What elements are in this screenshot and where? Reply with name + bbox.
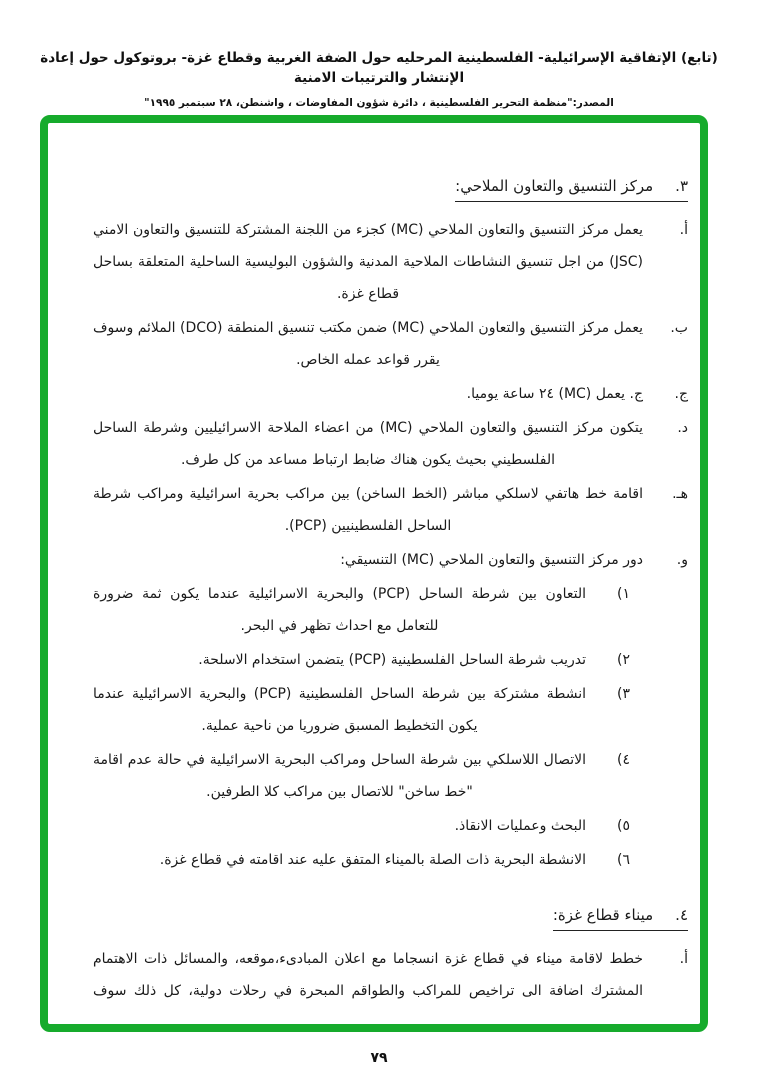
section-4-number: ٤. bbox=[675, 906, 688, 924]
section-3-title: مركز التنسيق والتعاون الملاحي: bbox=[455, 177, 654, 195]
subclause-3-f-1-marker: ١) bbox=[617, 586, 630, 602]
document-title: (تابع) الإتفاقية الإسرائيلية- الفلسطينية المرحليه حول الضفة الغربية وقطاع غزة- بروتوكول حول إعادة الإنتشار والترتيبات الامنية bbox=[40, 50, 718, 86]
clause-3-f-text: دور مركز التنسيق والتعاون الملاحي (MC) التنسيقي: bbox=[340, 552, 643, 568]
green-border-frame bbox=[40, 115, 708, 1032]
subclause-3-f-4-text: الاتصال اللاسلكي بين شرطة الساحل ومراكب البحرية الاسرائيلية في حالة عدم اقامة "خط ساخن" للاتصال بين مراكب كلا الطرفين. bbox=[93, 752, 586, 800]
subclause-3-f-4 bbox=[93, 744, 690, 808]
clause-4-a-text: خطط لاقامة ميناء في قطاع غزة انسجاما مع اعلان المبادىء،موقعه، والمسائل ذات الاهتمام المشترك اضافة الى تراخيص للمراكب والطواقم المبحرة في رحلات دولية، كل ذلك سوف bbox=[93, 951, 643, 999]
clause-3-c-marker: ج. bbox=[674, 386, 688, 402]
section-4-title: ميناء قطاع غزة: bbox=[552, 906, 654, 924]
clause-3-e bbox=[93, 478, 690, 542]
subclause-3-f-2-marker: ٢) bbox=[617, 652, 630, 668]
section-3-heading-underline bbox=[455, 173, 688, 202]
section-4-heading-underline bbox=[553, 902, 688, 931]
clause-3-b-text: يعمل مركز التنسيق والتعاون الملاحي (MC) ضمن مكتب تنسيق المنطقة (DCO) الملائم وسوف يقرر قواعد عمله الخاص. bbox=[93, 320, 643, 368]
clause-4-a-marker: أ. bbox=[679, 951, 688, 967]
clause-3-f-marker: و. bbox=[676, 552, 688, 568]
subclause-3-f-4-marker: ٤) bbox=[617, 752, 630, 768]
clause-3-d-marker: د. bbox=[677, 420, 688, 436]
subclause-3-f-5 bbox=[93, 810, 690, 842]
clause-3-d-text: يتكون مركز التنسيق والتعاون الملاحي (MC) من اعضاء الملاحة الاسرائيليين وشرطة الساحل الفلسطيني بحيث يكون هناك ضابط ارتباط مساعد من كل طرف. bbox=[93, 420, 643, 468]
subclause-3-f-5-text: البحث وعمليات الانقاذ. bbox=[454, 818, 586, 834]
subclause-3-f-1 bbox=[93, 578, 690, 642]
subclause-3-f-2-text: تدريب شرطة الساحل الفلسطينية (PCP) يتضمن استخدام الاسلحة. bbox=[198, 652, 586, 668]
clause-3-e-marker: هـ. bbox=[672, 486, 688, 502]
clause-3-b-marker: ب. bbox=[670, 320, 688, 336]
subclause-3-f-6-marker: ٦) bbox=[617, 852, 630, 868]
subclause-3-f-2 bbox=[93, 644, 690, 676]
clause-3-c-text: ج. يعمل (MC) ٢٤ ساعة يوميا. bbox=[466, 386, 643, 402]
document-body bbox=[48, 123, 700, 1024]
document-source-line: المصدر:"منظمة التحرير الفلسطينية ، دائرة شؤون المفاوضات ، واشنطن، ٢٨ سبتمبر ١٩٩٥" bbox=[144, 97, 614, 109]
section-4-heading bbox=[93, 902, 688, 931]
subclause-3-f-3-marker: ٣) bbox=[617, 686, 630, 702]
subclause-3-f-3 bbox=[93, 678, 690, 742]
subclause-3-f-5-marker: ٥) bbox=[617, 818, 630, 834]
page-header bbox=[14, 48, 744, 109]
page-number: ٧٩ bbox=[370, 1050, 388, 1066]
clause-3-c bbox=[93, 378, 690, 410]
clause-3-a-marker: أ. bbox=[679, 222, 688, 238]
clause-3-a bbox=[93, 214, 690, 310]
clause-3-f bbox=[93, 544, 690, 576]
clause-3-b bbox=[93, 312, 690, 376]
subclause-3-f-1-text: التعاون بين شرطة الساحل (PCP) والبحرية الاسرائيلية عندما يكون ثمة ضرورة للتعامل مع احداث تظهر في البحر. bbox=[93, 586, 586, 634]
clause-3-a-text: يعمل مركز التنسيق والتعاون الملاحي (MC) كجزء من اللجنة المشتركة للتنسيق والتعاون الامني (JSC) من اجل تنسيق النشاطات الملاحية المدنية والشؤون البوليسية الساحلية المتعلقة بساحل قطاع غزة. bbox=[93, 222, 644, 302]
clause-4-a bbox=[93, 943, 690, 1007]
subclause-3-f-3-text: انشطة مشتركة بين شرطة الساحل الفلسطينية (PCP) والبحرية الاسرائيلية عندما يكون التخطيط المسبق ضروريا من ناحية عملية. bbox=[93, 686, 586, 734]
clause-3-e-text: اقامة خط هاتفي لاسلكي مباشر (الخط الساخن) بين مراكب بحرية اسرائيلية ومراكب شرطة الساحل الفلسطينيين (PCP). bbox=[93, 486, 643, 534]
clause-3-d bbox=[93, 412, 690, 476]
subclause-3-f-6 bbox=[93, 844, 690, 876]
subclause-3-f-6-text: الانشطة البحرية ذات الصلة بالميناء المتفق عليه عند اقامته في قطاع غزة. bbox=[159, 852, 586, 868]
section-3-number: ٣. bbox=[675, 177, 688, 195]
section-3-heading bbox=[93, 173, 688, 202]
